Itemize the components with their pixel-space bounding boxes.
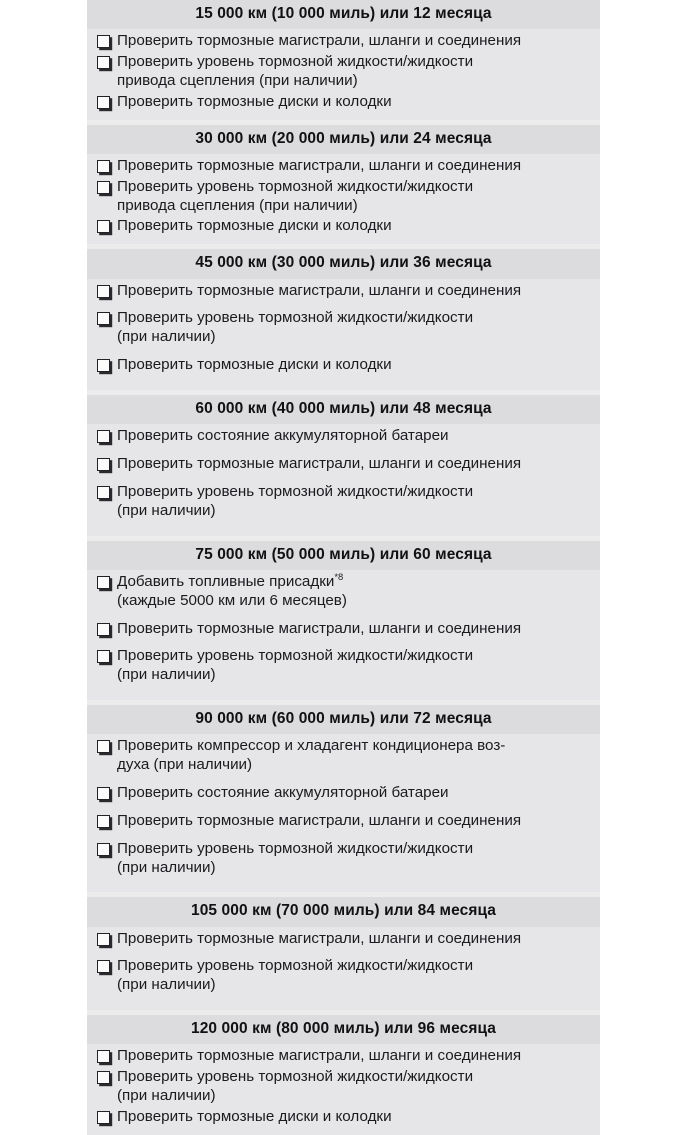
checklist-item-label: Проверить тормозные диски и колодки xyxy=(117,1107,392,1125)
footnote-marker: *8 xyxy=(334,570,344,582)
empty-checkbox-icon[interactable] xyxy=(97,1111,110,1124)
checklist-item-label: Проверить тормозные магистрали, шланги и соединения xyxy=(117,156,522,174)
checklist-item-label: Проверить уровень тормозной жидкости/жидкости xyxy=(117,957,474,975)
schedule-section xyxy=(87,125,600,245)
empty-checkbox-icon[interactable] xyxy=(97,576,110,589)
checklist-item[interactable] xyxy=(93,282,594,301)
checklist-item-continuation: (каждые 5000 км или 6 месяцев) xyxy=(117,591,347,609)
checklist xyxy=(87,154,600,242)
schedule-section xyxy=(87,897,600,1010)
checklist-item-continuation: духа (при наличии) xyxy=(117,756,253,774)
checklist-item-label: Проверить тормозные магистрали, шланги и соединения xyxy=(117,619,522,637)
schedule-list xyxy=(87,0,600,1135)
empty-checkbox-icon[interactable] xyxy=(97,96,110,109)
checklist-item[interactable] xyxy=(93,178,594,216)
section-header: 90 000 км (60 000 миль) или 72 месяца xyxy=(87,705,600,734)
checklist-item[interactable] xyxy=(93,840,594,878)
schedule-section xyxy=(87,0,600,120)
checklist-item-label: Проверить тормозные магистрали, шланги и соединения xyxy=(117,32,522,50)
checklist-item-continuation: (при наличии) xyxy=(117,501,216,519)
section-header: 30 000 км (20 000 миль) или 24 месяца xyxy=(87,125,600,154)
checklist xyxy=(87,424,600,533)
checklist-item[interactable] xyxy=(93,455,594,474)
checklist-item-label: Проверить уровень тормозной жидкости/жидкости xyxy=(117,647,474,665)
empty-checkbox-icon[interactable] xyxy=(97,1050,110,1063)
checklist-item[interactable] xyxy=(93,570,594,611)
checklist-item-label: Проверить уровень тормозной жидкости/жидкости xyxy=(117,53,474,71)
section-header: 45 000 км (30 000 миль) или 36 месяца xyxy=(87,249,600,278)
checklist xyxy=(87,927,600,1009)
checklist-item-label: Проверить уровень тормозной жидкости/жидкости xyxy=(117,1068,474,1086)
checklist-item-continuation: (при наличии) xyxy=(117,858,216,876)
empty-checkbox-icon[interactable] xyxy=(97,56,110,69)
empty-checkbox-icon[interactable] xyxy=(97,933,110,946)
checklist-item-label: Добавить топливные присадки$^{*8}$ xyxy=(117,570,344,590)
checklist-item-label: Проверить тормозные диски и колодки xyxy=(117,356,392,374)
checklist-item[interactable] xyxy=(93,93,594,112)
schedule-section xyxy=(87,395,600,536)
empty-checkbox-icon[interactable] xyxy=(97,430,110,443)
checklist-item[interactable] xyxy=(93,1068,594,1106)
section-header: 75 000 км (50 000 миль) или 60 месяца xyxy=(87,541,600,570)
checklist-item-label: Проверить состояние аккумуляторной батареи xyxy=(117,427,449,445)
checklist-item-continuation: (при наличии) xyxy=(117,1087,216,1105)
checklist-item-continuation: привода сцепления (при наличии) xyxy=(117,71,358,89)
checklist-item-label: Проверить тормозные диски и колодки xyxy=(117,92,392,110)
checklist-item-label: Проверить уровень тормозной жидкости/жидкости xyxy=(117,177,474,195)
checklist-item[interactable] xyxy=(93,812,594,831)
checklist xyxy=(87,570,600,698)
schedule-section xyxy=(87,1015,600,1135)
checklist-item[interactable] xyxy=(93,356,594,375)
checklist-item-continuation: (при наличии) xyxy=(117,976,216,994)
checklist xyxy=(87,734,600,890)
checklist-item-continuation: (при наличии) xyxy=(117,328,216,346)
empty-checkbox-icon[interactable] xyxy=(97,312,110,325)
empty-checkbox-icon[interactable] xyxy=(97,960,110,973)
checklist-item[interactable] xyxy=(93,32,594,51)
checklist-item[interactable] xyxy=(93,620,594,639)
checklist-item-label: Проверить тормозные магистрали, шланги и соединения xyxy=(117,455,522,473)
checklist-item[interactable] xyxy=(93,1108,594,1127)
checklist-item[interactable] xyxy=(93,957,594,995)
checklist-item-label: Проверить тормозные диски и колодки xyxy=(117,217,392,235)
checklist xyxy=(87,29,600,117)
schedule-section xyxy=(87,541,600,700)
checklist-item[interactable] xyxy=(93,483,594,521)
checklist-item-continuation: привода сцепления (при наличии) xyxy=(117,196,358,214)
checklist-item[interactable] xyxy=(93,737,594,775)
empty-checkbox-icon[interactable] xyxy=(97,740,110,753)
section-header: 120 000 км (80 000 миль) или 96 месяца xyxy=(87,1015,600,1044)
checklist-item[interactable] xyxy=(93,217,594,236)
empty-checkbox-icon[interactable] xyxy=(97,220,110,233)
checklist-item-label: Проверить состояние аккумуляторной батареи xyxy=(117,784,449,801)
checklist-item-label: Проверить тормозные магистрали, шланги и соединения xyxy=(117,281,522,299)
empty-checkbox-icon[interactable] xyxy=(97,458,110,471)
checklist-item-continuation: (при наличии) xyxy=(117,666,216,684)
empty-checkbox-icon[interactable] xyxy=(97,623,110,636)
checklist xyxy=(87,279,600,388)
checklist-item[interactable] xyxy=(93,784,594,803)
checklist-item[interactable] xyxy=(93,427,594,446)
checklist-item-label: Проверить компрессор и хладагент кондиционера воз- xyxy=(117,737,506,755)
checklist-item[interactable] xyxy=(93,647,594,685)
checklist-item-label: Проверить уровень тормозной жидкости/жидкости xyxy=(117,482,474,500)
empty-checkbox-icon[interactable] xyxy=(97,35,110,48)
checklist-item-label: Проверить уровень тормозной жидкости/жидкости xyxy=(117,839,474,857)
section-header: 60 000 км (40 000 миль) или 48 месяца xyxy=(87,395,600,424)
section-header: 15 000 км (10 000 миль) или 12 месяца xyxy=(87,0,600,29)
section-header: 105 000 км (70 000 миль) или 84 месяца xyxy=(87,897,600,926)
empty-checkbox-icon[interactable] xyxy=(97,181,110,194)
checklist-item-label: Проверить тормозные магистрали, шланги и соединения xyxy=(117,1047,522,1065)
empty-checkbox-icon[interactable] xyxy=(97,787,110,800)
checklist-item[interactable] xyxy=(93,157,594,176)
schedule-section xyxy=(87,705,600,892)
checklist-item-label: Проверить уровень тормозной жидкости/жидкости xyxy=(117,309,474,327)
empty-checkbox-icon[interactable] xyxy=(97,843,110,856)
empty-checkbox-icon[interactable] xyxy=(97,650,110,663)
checklist-item-label: Проверить тормозные магистрали, шланги и соединения xyxy=(117,929,522,947)
empty-checkbox-icon[interactable] xyxy=(97,285,110,298)
checklist-item[interactable] xyxy=(93,930,594,949)
checklist-item-label: Проверить тормозные магистрали, шланги и соединения xyxy=(117,811,522,829)
empty-checkbox-icon[interactable] xyxy=(97,486,110,499)
empty-checkbox-icon[interactable] xyxy=(97,1071,110,1084)
checklist-item[interactable] xyxy=(93,309,594,347)
checklist-item[interactable] xyxy=(93,53,594,91)
empty-checkbox-icon[interactable] xyxy=(97,160,110,173)
checklist xyxy=(87,1044,600,1132)
checklist-item[interactable] xyxy=(93,1047,594,1066)
empty-checkbox-icon[interactable] xyxy=(97,359,110,372)
schedule-section xyxy=(87,249,600,390)
empty-checkbox-icon[interactable] xyxy=(97,815,110,828)
